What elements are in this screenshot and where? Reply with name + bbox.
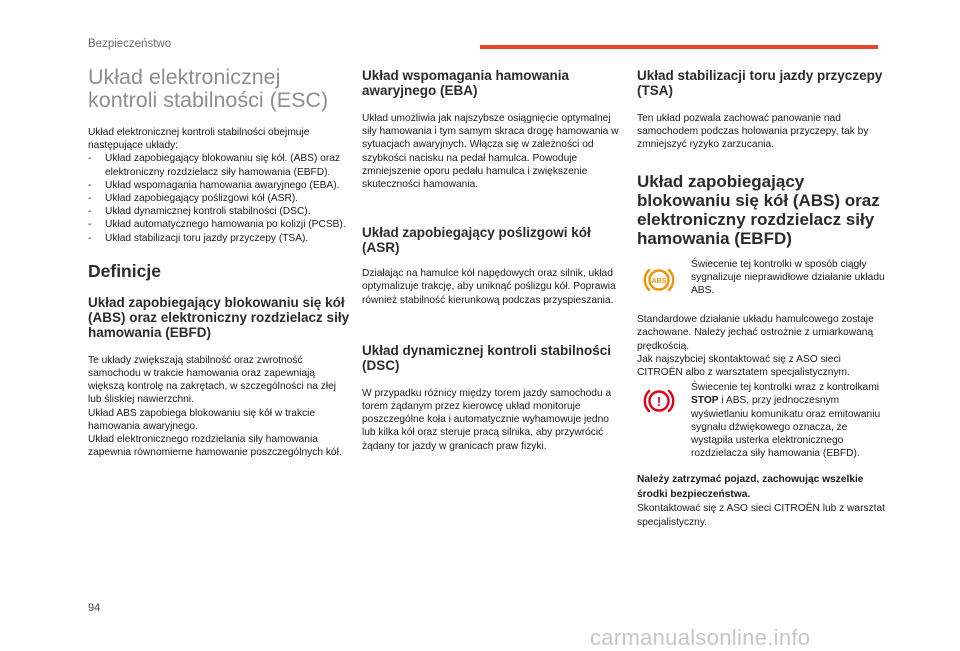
svg-text:ABS: ABS	[651, 277, 667, 285]
esc-system-list	[88, 152, 350, 244]
esc-intro: Układ elektronicznej kontroli stabilności obejmuje następujące układy:	[88, 127, 310, 152]
abs-definition-text-1: Te układy zwiększają stabilność oraz zwrotność samochodu w trakcie hamowania oraz zapewniają większą kontrolę na zakrętach, w szczególności na złej lub śliskiej nawierzchni.	[88, 354, 337, 406]
standard-operation-text: Standardowe działanie układu hamulcowego zostaje zachowane. Należy jechać ostrożnie z umiarkowaną prędkością.	[637, 314, 874, 352]
svg-text:!: !	[656, 394, 662, 410]
contact-workshop-text: Skontaktować się z ASO sieci CITROËN lub z warsztat specjalistyczny.	[637, 503, 885, 528]
abs-warning-icon	[643, 264, 675, 296]
dsc-heading: Układ dynamicznej kontroli stabilności (DSC)	[362, 342, 612, 373]
eba-text: Układ umożliwia jak najszybsze osiągnięcie optymalnej siły hamowania i tym samym skraca drogę hamowania w sytuacjach awaryjnych. Włącza się w zależności od szybkości nacisku na pedał hamulca. Powoduje zmniejszenie oporu pedału hamulca i zwiększenie skuteczności hamowania.	[362, 113, 619, 191]
watermark: carmanualsonline.info	[590, 625, 811, 650]
abs-definition-heading: Układ zapobiegający blokowaniu się kół (ABS) oraz elektroniczny rozdzielacz siły hamowania (EBFD)	[88, 294, 350, 340]
abs-definition-text-3: Układ elektronicznego rozdzielania siły hamowania zapewnia równomierne hamowanie poszczególnych kół.	[88, 434, 342, 459]
abs-definition-text-2: Układ ABS zapobiega blokowaniu się kół w trakcie hamowania awaryjnego.	[88, 407, 316, 432]
brake-warning-icon	[643, 385, 675, 417]
ebfd-warning-row	[637, 381, 887, 460]
ebfd-warning-text: Świecenie tej kontrolki wraz z kontrolkami STOP i ABS, przy jednoczesnym wyświetlaniu komunikatu oraz emitowaniu sygnału dźwiękowego oznacza, że wystąpiła usterka elektronicznego rozdzielacza siły hamowania (EBFD).	[691, 382, 881, 460]
esc-system-item: - Układ stabilizacji toru jazdy przyczepy (TSA).	[88, 232, 350, 245]
abs-warning-text: Świecenie tej kontrolki w sposób ciągły sygnalizuje nieprawidłowe działanie układu ABS.	[691, 258, 885, 297]
esc-system-item: - Układ zapobiegający blokowaniu się kół. (ABS) oraz elektroniczny rozdzielacz siły hamowania (EBFD).	[88, 152, 350, 178]
page-number: 94	[88, 602, 101, 614]
esc-title: Układ elektronicznej kontroli stabilności (ESC)	[88, 65, 329, 112]
esc-system-item: - Układ zapobiegający poślizgowi kół (ASR).	[88, 192, 350, 205]
column-2	[362, 66, 620, 453]
dsc-text: W przypadku różnicy między torem jazdy samochodu a torem żądanym przez kierowcę układ monitoruje poszczególne koła i automatycznie wyhamowuje jedno lub kilka kół oraz steruje pracą silnika, aby przywrócić żądany tor jazdy w granicach praw fizyki.	[362, 387, 612, 452]
column-1	[88, 66, 350, 459]
definitions-heading: Definicje	[88, 260, 161, 281]
section-label: Bezpieczeństwo	[88, 38, 172, 50]
esc-system-item: - Układ dynamicznej kontroli stabilności (DSC).	[88, 205, 350, 218]
contact-aso-text: Jak najszybciej skontaktować się z ASO sieci CITROËN albo z warsztatem specjalistycznym.	[637, 353, 850, 379]
header-accent-bar	[480, 45, 878, 49]
esc-system-item: - Układ wspomagania hamowania awaryjnego (EBA).	[88, 179, 350, 192]
abs-warning-row	[637, 258, 887, 298]
asr-text: Działając na hamulce kół napędowych oraz silnik, układ optymalizuje trakcję, aby uniknąć poślizgu kół. Poprawia również stabilność kierunkową podczas przyspieszania.	[362, 268, 616, 306]
eba-heading: Układ wspomagania hamowania awaryjnego (EBA)	[362, 68, 570, 98]
esc-system-item: - Układ automatycznego hamowania po kolizji (PCSB).	[88, 218, 350, 231]
abs-ebfd-heading: Układ zapobiegający blokowaniu się kół (ABS) oraz elektroniczny rozdzielacz siły hamowania (EBFD)	[637, 171, 880, 248]
tsa-text: Ten układ pozwala zachować panowanie nad samochodem podczas holowania przyczepy, tak by zmniejszyć ryzyko zarzucania.	[637, 113, 869, 151]
column-3	[637, 66, 887, 529]
tsa-heading: Układ stabilizacji toru jazdy przyczepy (TSA)	[637, 68, 883, 98]
asr-heading: Układ zapobiegający poślizgowi kół (ASR)	[362, 225, 591, 256]
stop-vehicle-instruction: Należy zatrzymać pojazd, zachowując wszelkie środki bezpieczeństwa.	[637, 474, 864, 501]
